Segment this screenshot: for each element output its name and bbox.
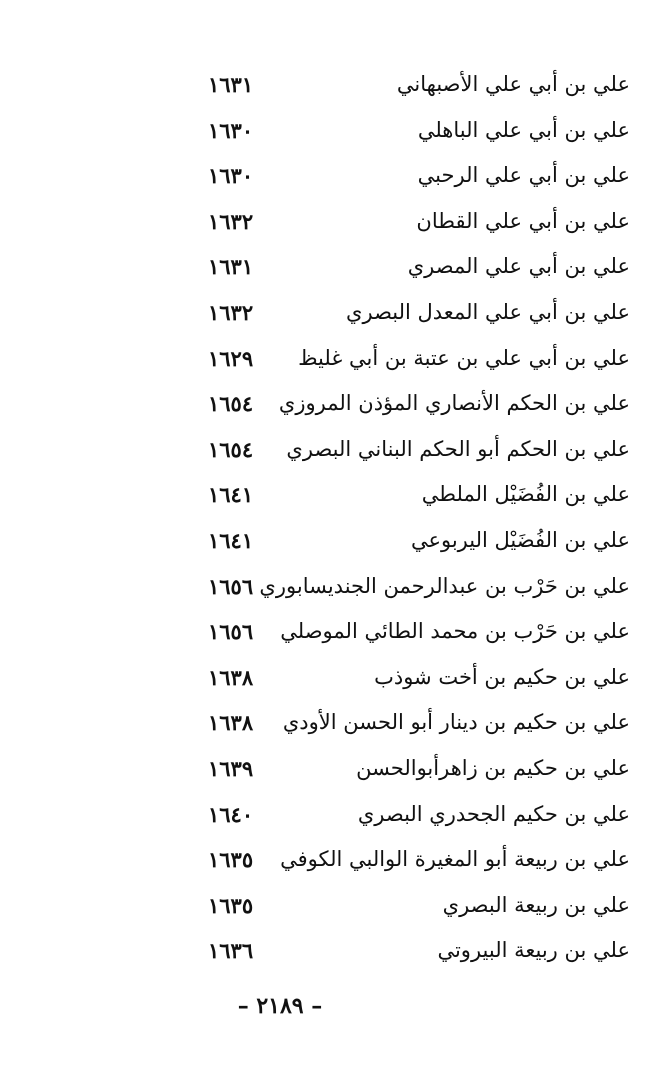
entry-name: علي بن حكيم بن أخت شوذب bbox=[374, 664, 630, 689]
entry-name: علي بن الفُضَيْل الملطي bbox=[421, 482, 630, 507]
entry-name: علي بن أبي علي الباهلي bbox=[417, 117, 630, 142]
entry-number: ١٦٢٩ bbox=[208, 345, 254, 371]
entry-name: علي بن حَرْب بن عبدالرحمن الجنديسابوري bbox=[259, 573, 630, 598]
index-entry bbox=[190, 613, 630, 659]
entry-name: علي بن حكيم بن دينار أبو الحسن الأودي bbox=[282, 710, 630, 735]
index-entry bbox=[190, 385, 630, 431]
entry-name: علي بن ربيعة أبو المغيرة الوالبي الكوفي bbox=[280, 847, 630, 872]
index-entry bbox=[190, 431, 630, 477]
entry-number: ١٦٣١ bbox=[208, 72, 254, 97]
entry-name: علي بن أبي علي الأصبهاني bbox=[396, 72, 630, 96]
entry-number: ١٦٥٦ bbox=[208, 619, 254, 645]
entry-number: ١٦٣٥ bbox=[208, 847, 254, 873]
entry-number: ١٦٣٥ bbox=[208, 892, 254, 918]
index-entry bbox=[190, 659, 630, 705]
entry-name: علي بن الحكم أبو الحكم البناني البصري bbox=[286, 436, 630, 461]
entry-name: علي بن أبي علي المصري bbox=[407, 254, 630, 279]
entry-name: علي بن ربيعة البيروتي bbox=[437, 938, 630, 963]
entry-number: ١٦٤٠ bbox=[208, 801, 254, 827]
entry-name: علي بن حكيم الجحدري البصري bbox=[357, 801, 630, 826]
entry-name: علي بن أبي علي الرحبي bbox=[417, 163, 630, 188]
index-entry bbox=[190, 750, 630, 796]
entry-number: ١٦٣٢ bbox=[208, 299, 254, 325]
index-entry bbox=[190, 887, 630, 933]
entry-number: ١٦٣٠ bbox=[208, 117, 254, 143]
index-list bbox=[190, 66, 630, 978]
entry-number: ١٦٤١ bbox=[208, 527, 254, 553]
entry-name: علي بن ربيعة البصري bbox=[442, 892, 630, 917]
entry-name: علي بن حكيم بن زاهرأبوالحسن bbox=[356, 755, 630, 780]
entry-number: ١٦٣١ bbox=[208, 254, 254, 280]
entry-name: علي بن الحكم الأنصاري المؤذن المروزي bbox=[278, 391, 630, 416]
index-entry bbox=[190, 796, 630, 842]
index-entry bbox=[190, 294, 630, 340]
entry-number: ١٦٣٦ bbox=[208, 938, 254, 964]
entry-name: علي بن أبي علي بن عتبة بن أبي غليظ bbox=[298, 345, 630, 370]
index-entry bbox=[190, 568, 630, 614]
entry-number: ١٦٣٠ bbox=[208, 163, 254, 189]
index-entry bbox=[190, 157, 630, 203]
entry-name: علي بن حَرْب بن محمد الطائي الموصلي bbox=[280, 619, 630, 644]
index-entry bbox=[190, 522, 630, 568]
index-entry bbox=[190, 112, 630, 158]
entry-name: علي بن أبي علي القطان bbox=[416, 208, 630, 233]
entry-name: علي بن الفُضَيْل اليربوعي bbox=[410, 527, 630, 552]
entry-number: ١٦٥٦ bbox=[208, 573, 254, 599]
index-entry bbox=[190, 476, 630, 522]
page-number: – ٢١٨٩ – bbox=[237, 993, 323, 1019]
entry-number: ١٦٣٨ bbox=[208, 664, 254, 690]
index-entry bbox=[190, 340, 630, 386]
index-entry bbox=[190, 248, 630, 294]
index-entry bbox=[190, 841, 630, 887]
entry-number: ١٦٣٢ bbox=[208, 208, 254, 234]
index-entry bbox=[190, 203, 630, 249]
entry-number: ١٦٥٤ bbox=[208, 436, 254, 462]
index-entry bbox=[190, 932, 630, 978]
entry-name: علي بن أبي علي المعدل البصري bbox=[346, 299, 630, 324]
index-entry bbox=[190, 704, 630, 750]
entry-number: ١٦٤١ bbox=[208, 482, 254, 508]
entry-number: ١٦٥٤ bbox=[208, 391, 254, 417]
index-entry bbox=[190, 66, 630, 112]
entry-number: ١٦٣٩ bbox=[208, 755, 254, 781]
entry-number: ١٦٣٨ bbox=[208, 710, 254, 736]
